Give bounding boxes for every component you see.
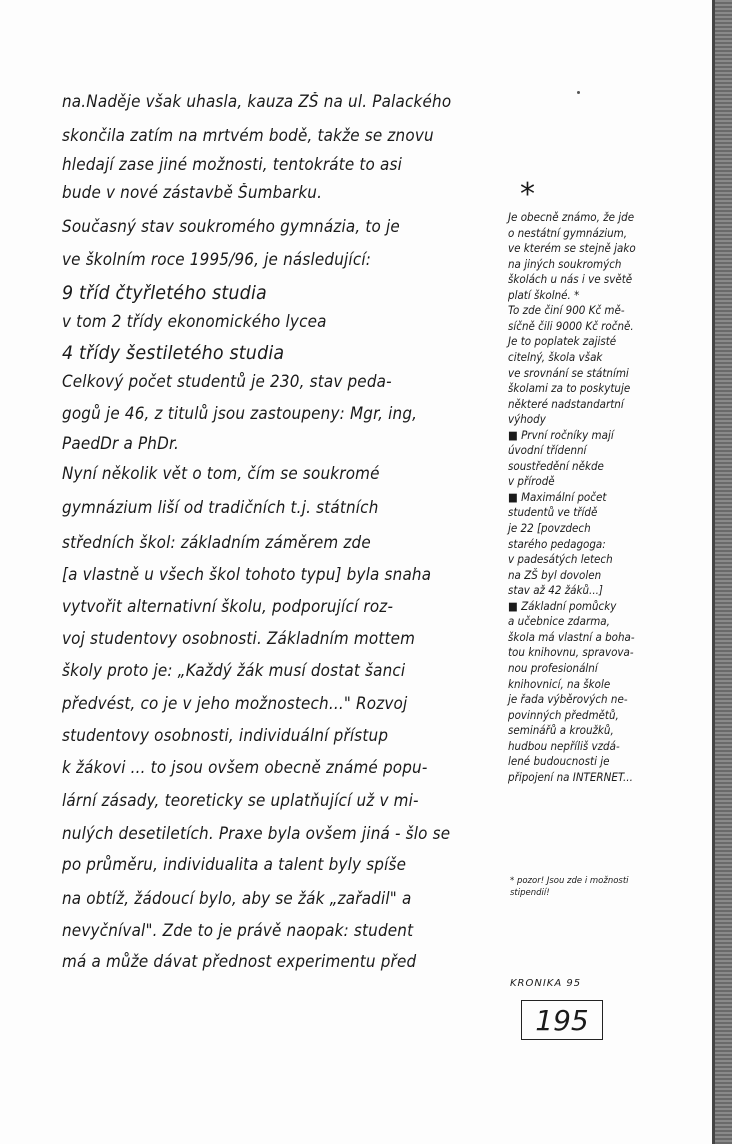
ink-dot bbox=[577, 91, 580, 94]
text-line: k žákovi ... to jsou ovšem obecně známé popu- bbox=[62, 758, 428, 777]
note-line: soustředění někde bbox=[508, 458, 604, 473]
note-line: ■ Základní pomůcky bbox=[508, 598, 617, 613]
text-line: [a vlastně u všech škol tohoto typu] byla snaha bbox=[62, 565, 432, 584]
note-line: tou knihovnu, spravova- bbox=[508, 645, 634, 660]
note-line: je řada výběrových ne- bbox=[508, 692, 628, 707]
text-line: Současný stav soukromého gymnázia, to je bbox=[62, 217, 400, 236]
note-line: citelný, škola však bbox=[508, 349, 603, 364]
note-line: síčně čili 9000 Kč ročně. bbox=[508, 318, 634, 333]
text-line: gymnázium liší od tradičních t.j. státních bbox=[62, 498, 379, 517]
note-line: v přírodě bbox=[508, 474, 555, 489]
note-line: ■ Maximální počet bbox=[508, 489, 607, 504]
text-line: na obtíž, žádoucí bylo, aby se žák „zařadil" a bbox=[62, 889, 412, 908]
text-line: hledají zase jiné možnosti, tentokráte to asi bbox=[62, 155, 402, 174]
note-line: o nestátní gymnázium, bbox=[508, 225, 628, 240]
note-line: ■ První ročníky mají bbox=[508, 427, 614, 442]
text-line: v tom 2 třídy ekonomického lycea bbox=[62, 312, 327, 331]
note-line: Je obecně známo, že jde bbox=[508, 210, 635, 224]
text-line: má a může dávat přednost experimentu před bbox=[62, 952, 417, 971]
note-line: To zde činí 900 Kč mě- bbox=[508, 303, 625, 318]
note-line: na jiných soukromých bbox=[508, 256, 622, 271]
note-line: úvodní třídenní bbox=[508, 443, 587, 458]
text-line: nevyčníval". Zde to je právě naopak: student bbox=[62, 921, 414, 940]
text-line: Nyní několik vět o tom, čím se soukromé bbox=[62, 464, 380, 483]
text-line: školy proto je: „Každý žák musí dostat šanci bbox=[62, 661, 406, 680]
text-line: vytvořit alternativní školu, podporující roz- bbox=[62, 597, 394, 616]
text-line: nulých desetiletích. Praxe byla ovšem jiná - šlo se bbox=[62, 824, 451, 843]
note-line: ve kterém se stejně jako bbox=[508, 241, 636, 256]
text-line: 4 třídy šestiletého studia bbox=[62, 342, 285, 364]
note-line: studentů ve třídě bbox=[508, 505, 598, 520]
chronicle-label: KRONIKA 95 bbox=[510, 978, 582, 989]
note-line: platí školné. * bbox=[508, 287, 580, 302]
note-line: připojení na INTERNET... bbox=[508, 769, 633, 784]
note-line: v padesátých letech bbox=[508, 552, 613, 567]
note-line: Je to poplatek zajisté bbox=[508, 334, 617, 349]
text-line: bude v nové zástavbě Šumbarku. bbox=[62, 183, 323, 202]
footnote-line: stipendií! bbox=[510, 888, 550, 898]
note-line: knihovnicí, na škole bbox=[508, 676, 611, 691]
note-line: povinných předmětů, bbox=[508, 707, 619, 722]
note-line: školách u nás i ve světě bbox=[508, 272, 633, 287]
note-line: a učebnice zdarma, bbox=[508, 614, 610, 629]
text-line: na.Naděje však uhasla, kauza ZŠ na ul. Palackého bbox=[62, 92, 452, 111]
text-line: PaedDr a PhDr. bbox=[62, 434, 180, 453]
text-line: ve školním roce 1995/96, je následující: bbox=[62, 250, 372, 269]
note-line: na ZŠ byl dovolen bbox=[508, 567, 602, 582]
text-line: Celkový počet studentů je 230, stav peda- bbox=[62, 372, 392, 391]
footnote-line: * pozor! Jsou zde i možnosti bbox=[510, 876, 629, 886]
text-line: 9 tříd čtyřletého studia bbox=[62, 282, 267, 304]
book-binding-edge bbox=[712, 0, 732, 1144]
text-line: gogů je 46, z titulů jsou zastoupeny: Mgr, ing, bbox=[62, 404, 418, 423]
text-line: lární zásady, teoreticky se uplatňující už v mi- bbox=[62, 791, 419, 810]
note-line: některé nadstandartní bbox=[508, 396, 624, 411]
note-line: starého pedagoga: bbox=[508, 536, 606, 551]
text-line: studentovy osobnosti, individuální přístup bbox=[62, 726, 389, 745]
note-line: seminářů a kroužků, bbox=[508, 723, 614, 738]
note-line: stav až 42 žáků...] bbox=[508, 583, 603, 598]
note-line: hudbou nepříliš vzdá- bbox=[508, 738, 620, 753]
text-line: voj studentovy osobnosti. Základním mottem bbox=[62, 629, 416, 648]
note-line: školami za to poskytuje bbox=[508, 381, 631, 396]
text-line: po průměru, individualita a talent byly spíše bbox=[62, 855, 407, 874]
note-line: nou profesionální bbox=[508, 660, 598, 675]
page-number: 195 bbox=[521, 1000, 603, 1040]
note-line: ve srovnání se státními bbox=[508, 365, 629, 380]
text-line: skončila zatím na mrtvém bodě, takže se znovu bbox=[62, 126, 434, 145]
note-line: je 22 [povzdech bbox=[508, 521, 591, 535]
asterisk-mark: * bbox=[520, 177, 535, 212]
text-line: předvést, co je v jeho možnostech..." Rozvoj bbox=[62, 694, 408, 713]
note-line: škola má vlastní a boha- bbox=[508, 629, 635, 644]
note-line: lené budoucnosti je bbox=[508, 754, 610, 769]
text-line: středních škol: základním záměrem zde bbox=[62, 533, 371, 552]
note-line: výhody bbox=[508, 412, 546, 427]
